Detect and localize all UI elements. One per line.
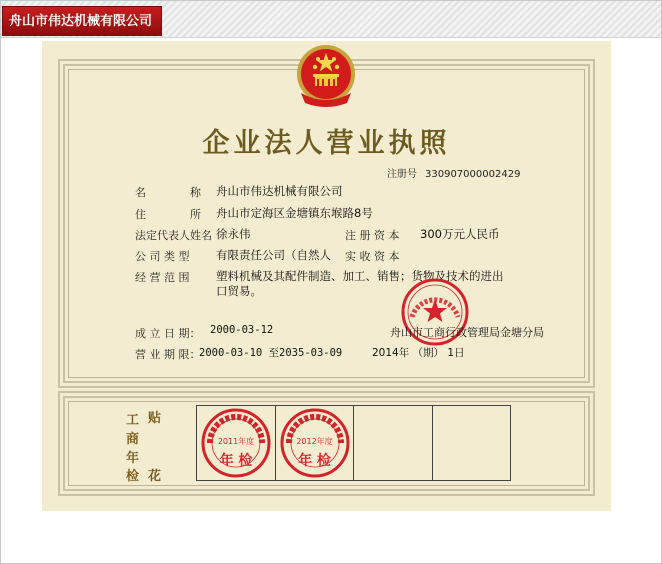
address-value: 舟山市定海区金塘镇东堠路8号 [216, 206, 373, 220]
stamp-2-label: 年 检 [298, 453, 331, 469]
stamp-cell-2 [276, 406, 355, 480]
annual-stamp-grid [196, 405, 511, 481]
header-bar [1, 1, 661, 38]
capital-label: 注 册 资 本 [345, 229, 400, 242]
rep-label: 法定代表人姓名 [135, 229, 212, 242]
capital-value: 300万元人民币 [420, 227, 500, 241]
type-value: 有限责任公司（自然人 [216, 248, 331, 262]
paid-capital-label: 实 收 资 本 [345, 250, 400, 263]
address-label: 住 所 [135, 208, 201, 221]
annual-title-char-4: 检 [126, 469, 140, 484]
rep-value: 徐永伟 [216, 227, 251, 241]
annual-title-char-2: 商 [126, 432, 140, 447]
scope-value-line1: 塑料机械及其配件制造、加工、销售；货物及技术的进出 [216, 269, 504, 283]
stamp-2-year: 2012年度 [296, 437, 333, 446]
annual-title-char-3: 年 [126, 451, 140, 466]
name-label: 名 称 [135, 186, 201, 199]
stamp-1-year: 2011年度 [217, 437, 255, 446]
annual-side-char-2: 花 [148, 469, 162, 484]
issue-date: 2014年 （期） 1日 [372, 347, 465, 359]
business-license [42, 41, 611, 511]
type-label: 公 司 类 型 [135, 250, 190, 263]
national-emblem-icon [293, 43, 359, 109]
reg-value: 330907000002429 [425, 169, 521, 180]
stamp-cell-1 [197, 406, 276, 480]
period-value: 2000-03-10 至2035-03-09 [199, 347, 343, 359]
scope-value-line2: 口贸易。 [216, 284, 262, 298]
reg-label: 注册号 [387, 169, 417, 180]
period-label: 营 业 期 限： [135, 348, 201, 361]
established-value: 2000-03-12 [210, 324, 274, 336]
scope-label: 经 营 范 围 [135, 271, 190, 284]
registration-number [387, 165, 520, 180]
stamp-1-label: 年 检 [219, 453, 253, 469]
page-title: 舟山市伟达机械有限公司 [2, 6, 162, 36]
annual-side-char-1: 贴 [148, 411, 162, 426]
stamp-cell-4 [433, 406, 511, 480]
issuer-name: 舟山市工商行政管理局金塘分局 [390, 326, 544, 339]
stamp-cell-3 [354, 406, 433, 480]
established-label: 成 立 日 期： [135, 327, 201, 340]
name-value: 舟山市伟达机械有限公司 [216, 184, 343, 198]
annual-title-char-1: 工 [126, 413, 140, 428]
license-title: 企业法人营业执照 [202, 128, 451, 159]
